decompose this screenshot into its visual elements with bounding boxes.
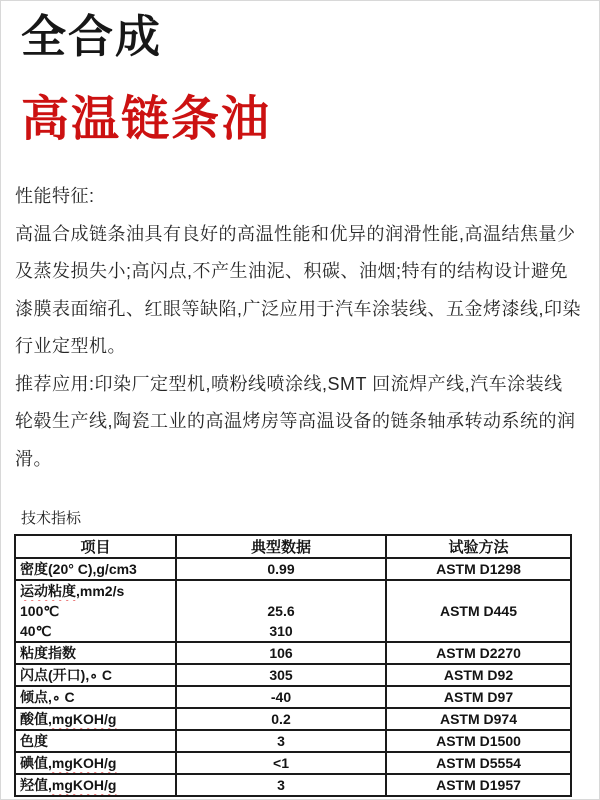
spec-item-text: 闪点(开口),∘ C (20, 667, 112, 684)
spec-value-cell: 3 (176, 730, 386, 752)
description-section (15, 178, 581, 478)
spec-value-cell: 25.6 310 (176, 580, 386, 642)
spec-value-cell: 305 (176, 664, 386, 686)
table-row (15, 686, 571, 708)
spec-method-cell: ASTM D1957 (386, 774, 571, 796)
spec-method-cell: ASTM D1298 (386, 558, 571, 580)
spec-item-cell (15, 708, 176, 730)
table-row (15, 708, 571, 730)
spec-value-cell: <1 (176, 752, 386, 774)
spellcheck-flagged-text: 运动粘度, (20, 583, 80, 600)
spec-method-cell: ASTM D5554 (386, 752, 571, 774)
table-row (15, 752, 571, 774)
spec-item-text: 羟值 (20, 777, 48, 794)
spec-table-body (15, 558, 571, 796)
spellcheck-flagged-text: ,mgKOH/g (48, 711, 117, 728)
spec-value-cell: 0.2 (176, 708, 386, 730)
spec-method-cell: ASTM D1500 (386, 730, 571, 752)
product-title-line1: 全合成 (21, 11, 163, 62)
spec-value-cell: 106 (176, 642, 386, 664)
table-row (15, 730, 571, 752)
spec-table (14, 534, 572, 797)
spellcheck-flagged-text: ,mgKOH/g (48, 755, 117, 772)
table-row (15, 774, 571, 796)
features-heading: 性能特征: (15, 186, 95, 207)
spec-item-text: 100℃ (20, 603, 60, 620)
spec-item-cell (15, 752, 176, 774)
spec-item-text: 酸值 (20, 711, 48, 728)
spec-value-cell: 3 (176, 774, 386, 796)
spec-value-cell: -40 (176, 686, 386, 708)
spec-item-cell (15, 774, 176, 796)
table-row (15, 558, 571, 580)
spellcheck-flagged-text: ,mgKOH/g (48, 777, 117, 794)
spec-value-cell: 0.99 (176, 558, 386, 580)
spec-item-text: mm2/s (79, 583, 125, 600)
spec-item-cell (15, 642, 176, 664)
spec-method-cell: ASTM D445 (386, 580, 571, 642)
spec-item-cell (15, 730, 176, 752)
spec-item-text: 密度(20° C),g/cm3 (20, 561, 137, 578)
spec-method-cell: ASTM D2270 (386, 642, 571, 664)
spec-item-text: 40℃ (20, 623, 52, 640)
col-header-typical-data: 典型数据 (176, 535, 386, 558)
spec-method-cell: ASTM D97 (386, 686, 571, 708)
spec-item-cell (15, 558, 176, 580)
spec-method-cell: ASTM D92 (386, 664, 571, 686)
applications-paragraph: 推荐应用:印染厂定型机,喷粉线喷涂线,SMT 回流焊产线,汽车涂装线轮毂生产线,陶瓷工业的高温烤房等高温设备的链条轴承转动系统的润滑。 (15, 373, 576, 469)
spec-table-caption: 技术指标 (21, 510, 82, 528)
spec-item-text: 倾点,∘ C (20, 689, 75, 706)
features-paragraph: 高温合成链条油具有良好的高温性能和优异的润滑性能,高温结焦量少及蒸发损失小;高闪点,不产生油泥、积碳、油烟;特有的结构设计避免漆膜表面缩孔、红眼等缺陷,广泛应用于汽车涂装线、五金烤漆线,印染行业定型机。 (15, 223, 581, 357)
spec-method-cell: ASTM D974 (386, 708, 571, 730)
table-header-row (15, 535, 571, 558)
spec-item-text: 碘值 (20, 755, 48, 772)
product-title-line2: 高温链条油 (21, 92, 272, 146)
table-row (15, 642, 571, 664)
col-header-item: 项目 (15, 535, 176, 558)
spec-item-text: 色度 (20, 733, 48, 750)
spec-item-cell (15, 664, 176, 686)
col-header-test-method: 试验方法 (386, 535, 571, 558)
spec-item-text: 粘度指数 (20, 645, 76, 662)
table-row (15, 664, 571, 686)
table-row (15, 580, 571, 642)
spec-item-cell (15, 580, 176, 642)
spec-item-cell (15, 686, 176, 708)
